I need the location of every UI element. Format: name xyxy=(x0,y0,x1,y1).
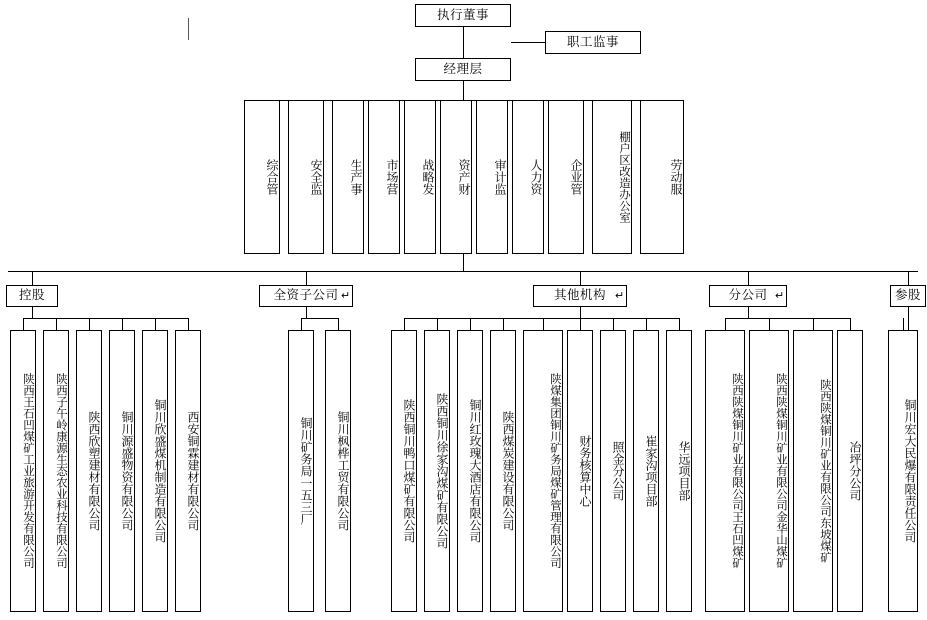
box-staff-supervisor: 职工监事 xyxy=(545,31,641,54)
box-exec-director: 执行董事 xyxy=(415,4,511,27)
caret-cat-branch: ↵ xyxy=(775,290,785,302)
group-bus-holding_units xyxy=(23,318,188,319)
line-bus-to-cat-branch xyxy=(748,271,749,285)
box-unit-fengqiao: 铜川枫桦工贸有限公司 xyxy=(325,330,351,612)
line-bus-to-unit xyxy=(580,318,581,330)
box-dept-hr: 人力资 xyxy=(512,100,544,254)
caret-cat-wholly-owned: ↵ xyxy=(341,290,351,302)
box-unit-hongda: 铜川宏大民爆有限责任公司 xyxy=(888,330,918,612)
line-dept-to-category-bus xyxy=(463,254,464,271)
box-dept-enterprise: 企业管 xyxy=(548,100,584,254)
line-bus-to-unit xyxy=(679,318,680,330)
box-unit-yeping: 冶坪分公司 xyxy=(837,330,863,612)
line-bus-to-unit xyxy=(188,318,189,330)
line-bus-to-cat-other xyxy=(580,271,581,285)
line-bus-to-unit xyxy=(543,318,544,330)
box-dept-audit: 审计监 xyxy=(476,100,508,254)
box-unit-yakou: 陕西铜川鸭口煤矿有限公司 xyxy=(391,330,417,612)
box-unit-wangshiwa-mine: 陕西陕煤铜川矿业有限公司王石凹煤矿 xyxy=(705,330,745,612)
line-bus-to-cat-equity xyxy=(908,271,909,285)
line-cat-to-unit-4 xyxy=(908,307,909,330)
box-unit-yuansheng: 铜川源盛物资有限公司 xyxy=(109,330,135,612)
line-stub xyxy=(511,42,512,43)
box-dept-shantytown: 棚户区改造办公室 xyxy=(592,100,632,254)
line-cat-down-3 xyxy=(748,307,749,318)
line-bus-to-unit xyxy=(89,318,90,330)
box-dept-safety: 安全监 xyxy=(288,100,324,254)
line-bus-to-unit xyxy=(338,318,339,330)
line-cat-down-0 xyxy=(32,307,33,318)
box-cat-equity: 参股 xyxy=(890,285,926,307)
line-to-staff-supervisor xyxy=(511,42,545,43)
line-bus-to-unit xyxy=(122,318,123,330)
line-bus-to-unit xyxy=(613,318,614,330)
line-bus-to-unit xyxy=(437,318,438,330)
category-bus-line xyxy=(8,271,918,272)
box-unit-meitanjianshe: 陕西煤炭建设有限公司 xyxy=(490,330,516,612)
line-bus-to-cat-wholly-owned xyxy=(306,271,307,285)
line-bus-to-unit xyxy=(769,318,770,330)
box-unit-dongpo-mine: 陕西陕煤铜川矿业有限公司东坡煤矿 xyxy=(793,330,833,612)
box-unit-kuangwuju1531: 铜川矿务局一五三厂 xyxy=(288,330,314,612)
group-bus-branch_units xyxy=(725,318,850,319)
box-unit-xujiagou: 陕西铜川徐家沟煤矿有限公司 xyxy=(424,330,450,612)
box-cat-wholly-owned: 全资子公司 xyxy=(259,285,353,307)
box-management: 经理层 xyxy=(415,58,511,81)
box-dept-strategy: 战略发 xyxy=(404,100,436,254)
box-dept-market: 市场营 xyxy=(368,100,400,254)
line-exec-down xyxy=(463,27,464,58)
box-dept-labor: 劳动服 xyxy=(640,100,684,254)
box-unit-wangshiwa: 陕西王石凹煤矿工业旅游开发有限公司 xyxy=(10,330,36,612)
line-bus-to-unit xyxy=(725,318,726,330)
line-cat-down-2 xyxy=(580,307,581,318)
box-unit-xinsheng: 铜川欣盛煤机制造有限公司 xyxy=(142,330,168,612)
line-bus-to-cat-holding xyxy=(32,271,33,285)
line-bus-to-unit xyxy=(503,318,504,330)
line-bus-to-unit xyxy=(903,318,904,330)
box-dept-asset-finance: 资产财 xyxy=(440,100,472,254)
line-bus-to-unit xyxy=(23,318,24,330)
box-unit-cuijiagou: 崔家沟项目部 xyxy=(633,330,659,612)
box-dept-production: 生产事 xyxy=(332,100,364,254)
box-unit-huayuan: 华远项目部 xyxy=(666,330,692,612)
line-bus-to-unit xyxy=(850,318,851,330)
box-cat-other: 其他机构 xyxy=(533,285,627,307)
stray-mark xyxy=(188,18,189,40)
line-bus-to-unit xyxy=(646,318,647,330)
line-bus-to-unit xyxy=(301,318,302,330)
box-dept-comprehensive: 综合管 xyxy=(244,100,280,254)
line-bus-to-unit xyxy=(56,318,57,330)
line-bus-to-unit xyxy=(470,318,471,330)
box-unit-tonglin: 西安铜霖建材有限公司 xyxy=(175,330,201,612)
box-unit-kuangwujumeikuang: 陕煤集团铜川矿务局煤矿管理有限公司 xyxy=(523,330,563,612)
box-cat-branch: 分公司 xyxy=(709,285,787,307)
box-unit-wulingkang: 陕西子午岭康源生态农业科技有限公司 xyxy=(43,330,69,612)
line-bus-to-unit xyxy=(813,318,814,330)
group-bus-other_units xyxy=(404,318,679,319)
line-cat-down-1 xyxy=(306,307,307,318)
line-bus-to-unit xyxy=(404,318,405,330)
caret-cat-other: ↵ xyxy=(615,290,625,302)
line-mgmt-down xyxy=(463,81,464,100)
line-bus-to-unit xyxy=(155,318,156,330)
box-unit-jinhuashan-mine: 陕西陕煤铜川矿业有限公司金华山煤矿 xyxy=(749,330,789,612)
box-unit-zhaojin: 照金分公司 xyxy=(600,330,626,612)
box-unit-xinsu: 陕西欣塑建材有限公司 xyxy=(76,330,102,612)
box-unit-caiwu: 财务核算中心 xyxy=(567,330,593,612)
box-unit-hongmeigui: 铜川红玫瑰大酒店有限公司 xyxy=(457,330,483,612)
box-cat-holding: 控股 xyxy=(6,285,58,307)
group-bus-wholly_owned_units xyxy=(301,318,338,319)
